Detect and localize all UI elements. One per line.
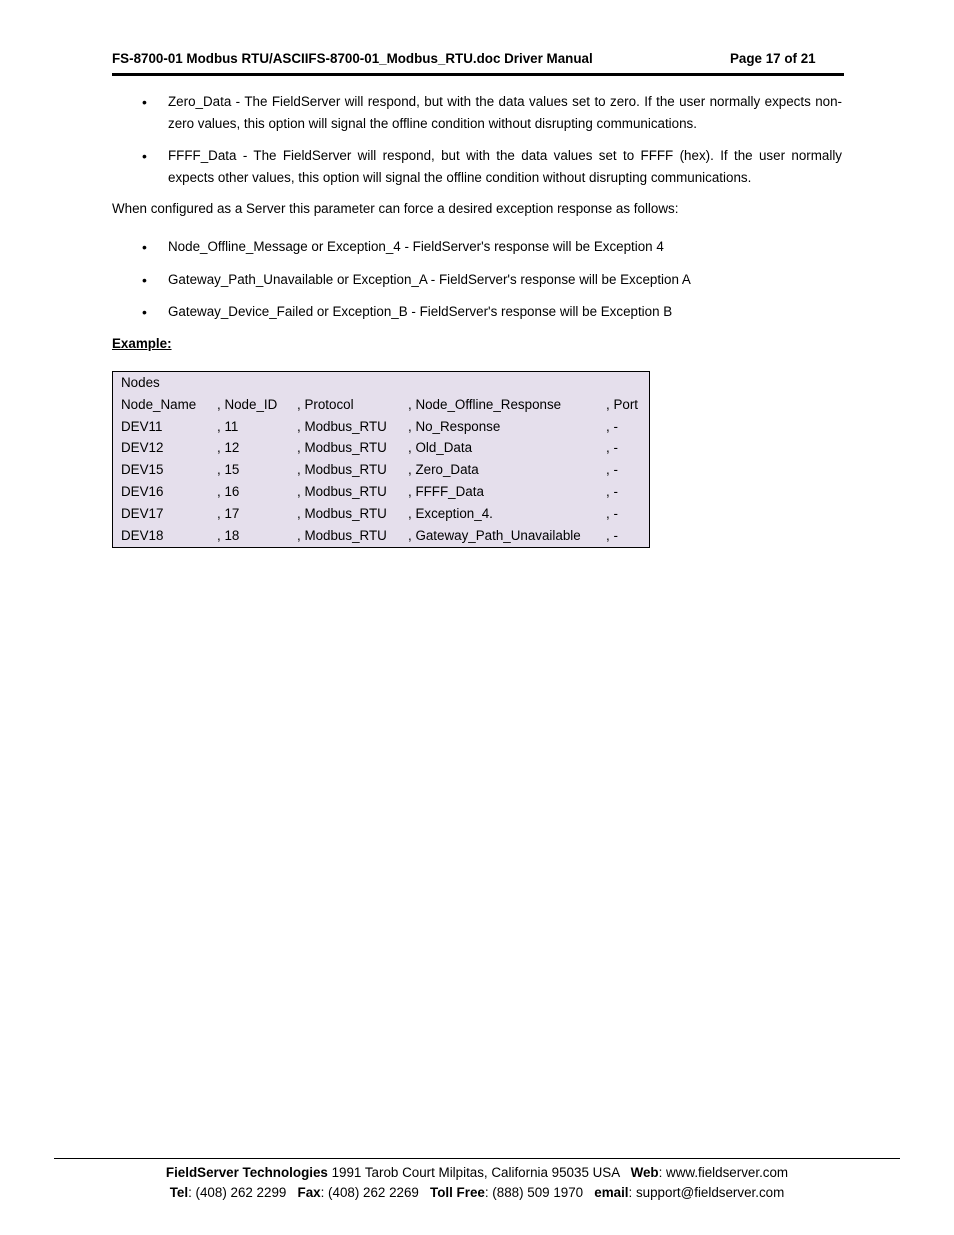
list-item-text: Zero_Data - The FieldServer will respond, but with the data values set to zero. If the user normally expects non-zero values, this option will signal the offline condition without disrupting communications. [168, 94, 842, 131]
code-cell: , Gateway_Path_Unavailable [408, 527, 581, 543]
code-cell: , Modbus_RTU [297, 462, 387, 478]
bullet-icon: • [142, 148, 147, 164]
list-item [112, 269, 842, 291]
code-header-row [121, 394, 649, 416]
code-row [121, 525, 649, 547]
list-item-text: Gateway_Path_Unavailable or Exception_A - FieldServer's response will be Exception A [168, 271, 691, 287]
code-cell: , 11 [217, 418, 239, 434]
code-cell: , Modbus_RTU [297, 440, 387, 456]
code-cell: , Modbus_RTU [297, 418, 387, 434]
code-cell: , 15 [217, 462, 240, 478]
server-paragraph: When configured as a Server this parameter can force a desired exception response as follows: [112, 201, 679, 216]
footer-web: : www.fieldserver.com [658, 1165, 789, 1180]
code-cell: DEV16 [121, 483, 164, 499]
footer-web-label: Web [630, 1165, 659, 1180]
code-row [121, 459, 649, 481]
code-cell: , 12 [217, 440, 240, 456]
list-item-text: FFFF_Data - The FieldServer will respond, but with the data values set to FFFF (hex). If the user normally expects other values, this option will signal the offline condition without disrupting communications. [168, 148, 842, 185]
code-cell: , Exception_4. [408, 505, 493, 521]
bullet-icon: • [142, 304, 147, 320]
footer-fax-label: Fax [297, 1184, 321, 1200]
footer-company: FieldServer Technologies [165, 1165, 328, 1180]
code-cell: , Modbus_RTU [297, 483, 387, 499]
code-cell: , - [606, 418, 618, 434]
code-cell: , 18 [217, 527, 240, 543]
footer-tollfree-label: Toll Free [430, 1184, 485, 1200]
server-exception-list [112, 236, 842, 323]
code-row [121, 481, 649, 503]
code-cell: DEV12 [121, 440, 164, 456]
bullet-icon: • [142, 271, 147, 288]
code-cell: , - [606, 462, 618, 478]
code-cell: , 16 [217, 483, 240, 499]
code-header-cell: , Node_ID [217, 396, 278, 412]
code-cell: , - [606, 483, 618, 499]
code-cell: , Zero_Data [408, 462, 479, 478]
footer-line-1 [54, 1163, 900, 1183]
footer-email-label: email [594, 1184, 629, 1200]
code-cell: DEV17 [121, 505, 164, 521]
list-item-text: Node_Offline_Message or Exception_4 - FieldServer's response will be Exception 4 [168, 239, 664, 254]
code-row [121, 416, 649, 438]
offline-response-list [112, 91, 842, 189]
list-item [112, 145, 842, 189]
code-header-cell: , Protocol [297, 396, 354, 412]
code-cell: , - [606, 440, 618, 456]
code-cell: DEV11 [121, 418, 163, 434]
page-header [112, 50, 844, 76]
footer-tollfree: : (888) 509 1970 [484, 1184, 595, 1200]
code-row [121, 437, 649, 459]
bullet-icon: • [142, 239, 147, 255]
code-cell: DEV15 [121, 462, 164, 478]
code-cell: DEV18 [121, 527, 164, 543]
page-footer [54, 1158, 900, 1202]
list-item-text: Gateway_Device_Failed or Exception_B - FieldServer's response will be Exception B [168, 304, 673, 319]
code-row [121, 503, 649, 525]
bullet-icon: • [142, 94, 147, 110]
list-item [112, 91, 842, 135]
list-item [112, 301, 842, 323]
footer-fax: : (408) 262 2269 [320, 1184, 431, 1200]
code-header-cell: Node_Name [121, 396, 197, 412]
footer-tel: : (408) 262 2299 [188, 1184, 298, 1200]
example-heading: Example: [112, 336, 172, 351]
footer-line-2 [54, 1183, 900, 1203]
code-section-line [121, 372, 649, 394]
code-cell: , Modbus_RTU [297, 505, 387, 521]
code-cell: , FFFF_Data [408, 483, 484, 499]
code-cell: , - [606, 527, 618, 543]
page-number: Page 17 of 21 [730, 51, 816, 66]
list-item [112, 236, 842, 258]
config-example-box [112, 371, 650, 548]
document-title: FS-8700-01 Modbus RTU/ASCIIFS-8700-01_Modbus_RTU.doc Driver Manual [112, 51, 593, 66]
footer-tel-label: Tel [169, 1184, 189, 1200]
code-cell: , Old_Data [408, 440, 473, 456]
code-cell: , 17 [217, 505, 240, 521]
code-cell: , No_Response [408, 418, 501, 434]
code-header-cell: , Node_Offline_Response [408, 396, 562, 412]
code-cell: , - [606, 505, 618, 521]
code-section-name: Nodes [121, 375, 160, 390]
footer-address: 1991 Tarob Court Milpitas, California 95035 USA [327, 1165, 631, 1180]
footer-email: : support@fieldserver.com [628, 1184, 785, 1200]
code-cell: , Modbus_RTU [297, 527, 387, 543]
code-header-cell: , Port [606, 396, 638, 412]
